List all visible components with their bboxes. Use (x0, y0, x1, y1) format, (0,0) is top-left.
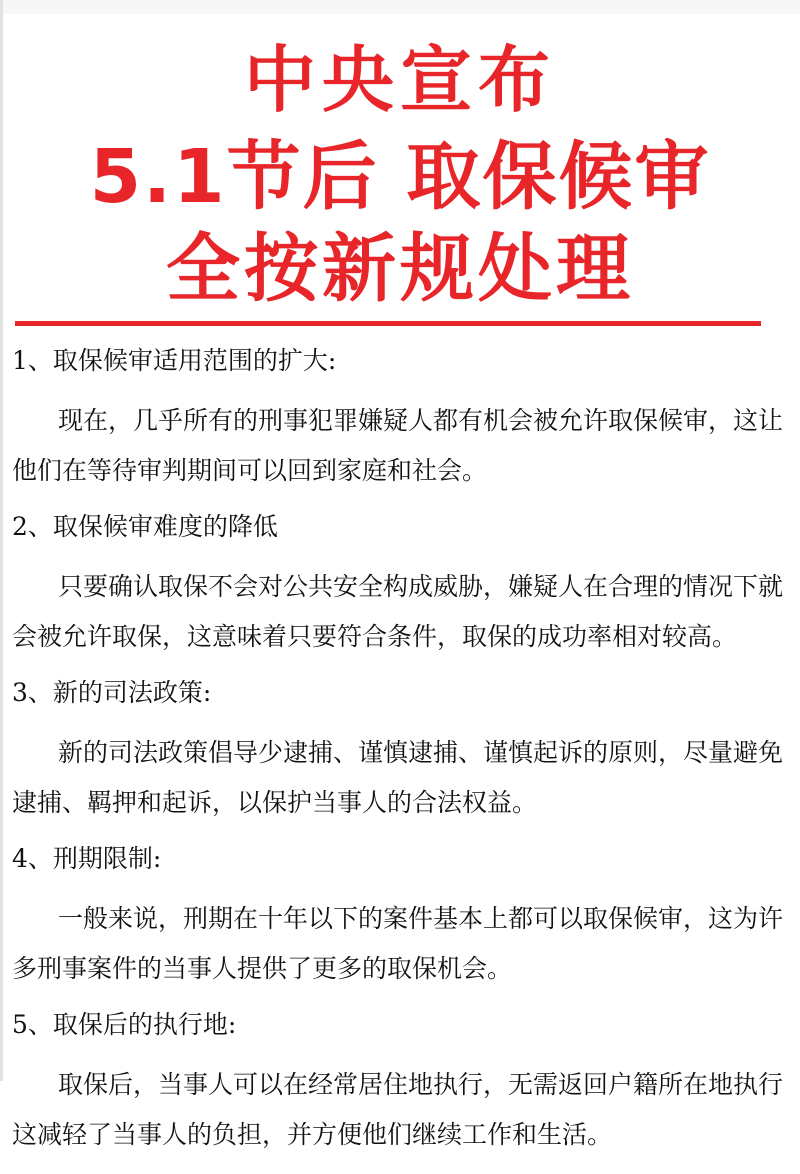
section-body: 只要确认取保不会对公共安全构成威胁，嫌疑人在合理的情况下就会被允许取保，这意味着只要符合条件，取保的成功率相对较高。 (12, 572, 784, 651)
title-divider (15, 321, 761, 326)
section-5 (12, 1008, 792, 1160)
section-1 (12, 344, 792, 496)
headline-line-2: 5.1节后 取保候审 (89, 134, 711, 220)
headline-line-3: 全按新规处理 (166, 226, 634, 312)
section-body: 取保后，当事人可以在经常居住地执行，无需返回户籍所在地执行这减轻了当事人的负担，并方便他们继续工作和生活。 (12, 1070, 784, 1149)
section-body: 现在，几乎所有的刑事犯罪嫌疑人都有机会被允许取保候审，这让他们在等待审判期间可以回到家庭和社会。 (12, 406, 784, 485)
headline-line-1: 中央宣布 (243, 38, 556, 122)
section-body: 新的司法政策倡导少逮捕、谨慎逮捕、谨慎起诉的原则，尽量避免逮捕、羁押和起诉，以保护当事人的合法权益。 (12, 738, 784, 817)
section-heading: 2、取保候审难度的降低 (12, 512, 278, 541)
section-2 (12, 510, 792, 662)
section-heading: 4、刑期限制: (12, 844, 162, 873)
section-4 (12, 842, 792, 994)
section-3 (12, 676, 792, 828)
section-heading: 3、新的司法政策: (12, 678, 212, 707)
section-body: 一般来说，刑期在十年以下的案件基本上都可以取保候审，这为许多刑事案件的当事人提供了更多的取保机会。 (12, 904, 784, 983)
section-heading: 5、取保后的执行地: (12, 1010, 237, 1039)
section-heading: 1、取保候审适用范围的扩大: (12, 346, 337, 375)
top-edge (0, 0, 800, 14)
article-content (12, 344, 792, 1174)
